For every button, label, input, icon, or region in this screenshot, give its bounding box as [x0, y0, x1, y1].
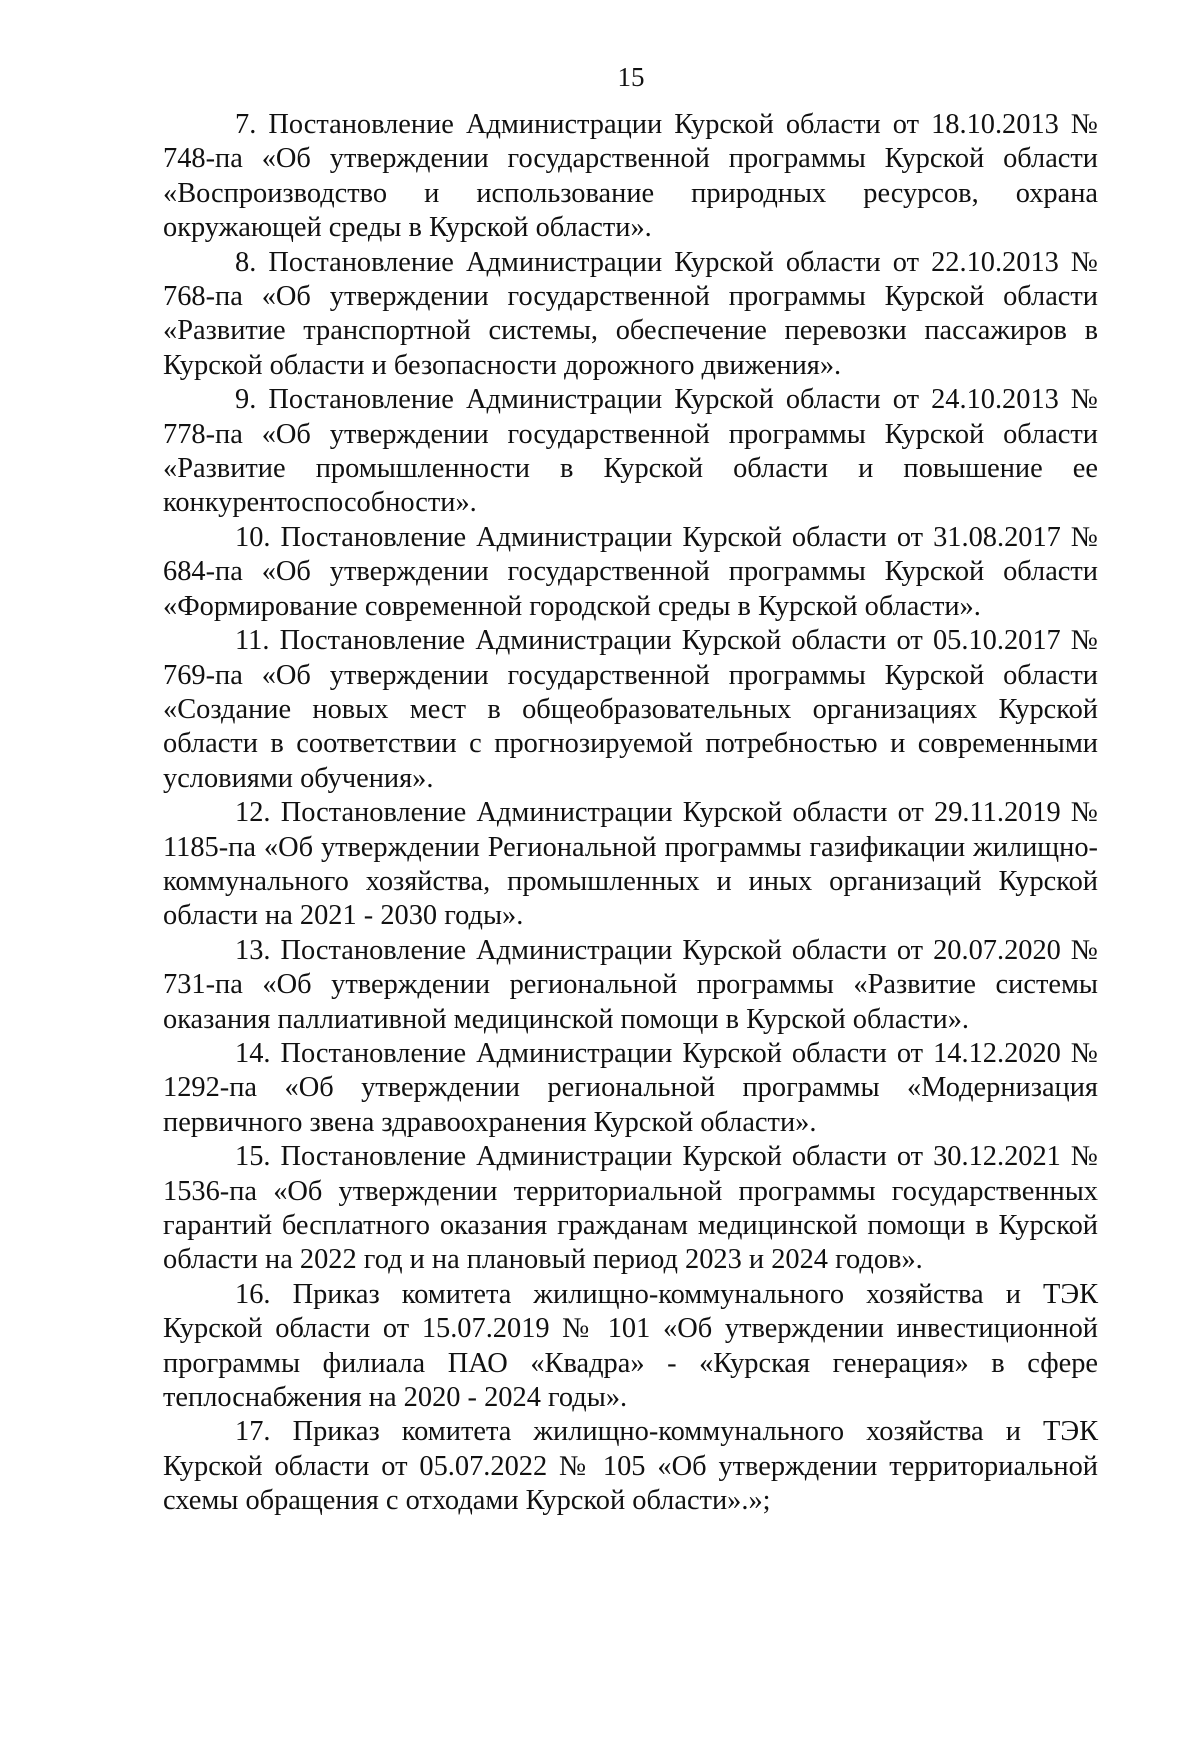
- item-number: 10.: [235, 521, 271, 553]
- list-item: [163, 624, 1098, 796]
- page-number: 15: [617, 62, 645, 92]
- list-item: [163, 108, 1098, 246]
- item-text: Постановление Администрации Курской области от 22.10.2013 № 768-па «Об утверждении государственной программы Курской области «Развитие транспортной системы, обеспечение перевозки пассажиров в Курской области и безопасности дорожного движения».: [163, 246, 1098, 381]
- item-number: 15.: [235, 1141, 271, 1173]
- list-item: [163, 1278, 1098, 1416]
- item-text: Постановление Администрации Курской области от 24.10.2013 № 778-па «Об утверждении государственной программы Курской области «Развитие промышленности в Курской области и повышение ее конкурентоспособности».: [163, 384, 1098, 519]
- item-text: Постановление Администрации Курской области от 31.08.2017 № 684-па «Об утверждении государственной программы Курской области «Формирование современной городской среды в Курской области».: [163, 521, 1098, 622]
- item-text: Приказ комитета жилищно-коммунального хозяйства и ТЭК Курской области от 15.07.2019 № 101 «Об утверждении инвестиционной программы филиала ПАО «Квадра» - «Курская генерация» в сфере теплоснабжения на 2020 - 2024 годы».: [163, 1278, 1099, 1414]
- item-text: Постановление Администрации Курской области от 14.12.2020 № 1292-па «Об утверждении региональной программы «Модернизация первичного звена здравоохранения Курской области».: [163, 1037, 1098, 1138]
- list-item: [163, 1037, 1098, 1140]
- list-item: [163, 1415, 1098, 1518]
- item-number: 17.: [235, 1416, 271, 1448]
- item-number: 16.: [235, 1278, 271, 1310]
- item-text: Постановление Администрации Курской области от 29.11.2019 № 1185-па «Об утверждении Региональной программы газификации жилищно-коммунального хозяйства, промышленных и иных организаций Курской области на 2021 - 2030 годы».: [163, 797, 1098, 932]
- item-text: Постановление Администрации Курской области от 18.10.2013 № 748-па «Об утверждении государственной программы Курской области «Воспроизводство и использование природных ресурсов, охрана окружающей среды в Курской области».: [163, 109, 1098, 244]
- item-text: Постановление Администрации Курской области от 20.07.2020 № 731-па «Об утверждении региональной программы «Развитие системы оказания паллиативной медицинской помощи в Курской области».: [163, 934, 1098, 1035]
- item-number: 9.: [235, 384, 257, 416]
- item-text: Постановление Администрации Курской области от 30.12.2021 № 1536-па «Об утверждении территориальной программы государственных гарантий бесплатного оказания гражданам медицинской помощи в Курской области на 2022 год и на плановый период 2023 и 2024 годов».: [163, 1141, 1098, 1276]
- item-number: 8.: [235, 246, 257, 278]
- item-number: 13.: [235, 934, 271, 966]
- list-item: [163, 934, 1098, 1037]
- item-number: 11.: [235, 625, 270, 657]
- list-item: [163, 246, 1098, 384]
- list-item: [163, 521, 1098, 624]
- list-item: [163, 1140, 1098, 1278]
- item-number: 12.: [235, 797, 271, 829]
- item-number: 14.: [235, 1037, 271, 1069]
- item-number: 7.: [235, 109, 257, 140]
- item-text: Приказ комитета жилищно-коммунального хозяйства и ТЭК Курской области от 05.07.2022 № 105 «Об утверждении территориальной схемы обращения с отходами Курской области».»;: [163, 1416, 1099, 1517]
- item-text: Постановление Администрации Курской области от 05.10.2017 № 769-па «Об утверждении государственной программы Курской области «Создание новых мест в общеобразовательных организациях Курской области в соответствии с прогнозируемой потребностью и современными условиями обучения».: [163, 625, 1098, 794]
- document-body: [163, 108, 1098, 1519]
- list-item: [163, 796, 1098, 934]
- list-item: [163, 383, 1098, 521]
